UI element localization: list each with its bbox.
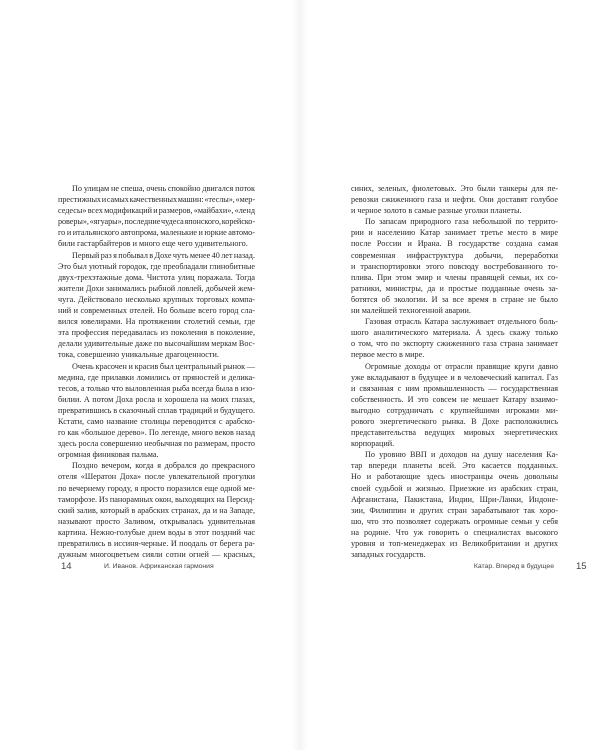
text-line: жители Дохи занимались рыбной ловлей, добычей жем- bbox=[58, 283, 255, 293]
running-head-left: И. Иванов. Африканская гармония bbox=[104, 563, 214, 570]
text-line: Поздно вечером, когда я добрался до прекрасного bbox=[72, 461, 255, 471]
paragraph bbox=[58, 361, 255, 461]
text-line: огромная финиковая пальма. bbox=[58, 450, 159, 460]
text-line: шого аналитического материала. А здесь скажу только bbox=[351, 328, 558, 338]
text-line: эта профессия передавалась из поколения в поколение, bbox=[58, 328, 255, 338]
text-line: Но и работающие здесь иностранцы очень довольны bbox=[351, 472, 558, 482]
paragraph bbox=[58, 183, 255, 250]
text-line: Очень красочен и красив был центральный рынок — bbox=[72, 361, 255, 371]
text-line: ботятся об экологии. И за все время в стране не было bbox=[351, 294, 558, 304]
text-line: плива. При этом эмир и члены правящей семьи, их со- bbox=[351, 272, 558, 282]
text-line: превратились в иссиня-черные. И поодаль от берега ра- bbox=[58, 539, 255, 548]
text-line: седесы» всех модификаций и размеров, «майбахи», «ленд bbox=[58, 206, 255, 216]
paragraph bbox=[351, 361, 558, 450]
text-line: называют просто Заливом, открывалась удивительная bbox=[58, 516, 255, 526]
text-line: делали удивительные даже по высочайшим меркам Вос- bbox=[58, 339, 255, 349]
text-line: тесов, а только что выловленная рыба всегда была в изо- bbox=[58, 383, 255, 393]
text-line: го и итальянского автопрома, маленькие и юркие автомо- bbox=[58, 228, 255, 238]
page-number-left: 14 bbox=[61, 561, 72, 572]
text-line: зии, Филиппин и других стран зарабатывают так хоро- bbox=[351, 505, 558, 515]
paragraph bbox=[58, 250, 255, 361]
text-line: таморфозе. Из панорамных окон, выходящих на Персид- bbox=[58, 494, 255, 504]
text-line: Афганистана, Пакистана, Индии, Шри-Ланки, Индоне- bbox=[351, 494, 558, 504]
paragraph bbox=[351, 316, 558, 360]
text-line: рового энергетического рынка. В Дохе расположились bbox=[351, 416, 558, 426]
text-line: Огромные доходы от отрасли правящие круги давно bbox=[365, 361, 558, 371]
text-line: медина, где прилавки ломились от пряностей и делика- bbox=[58, 372, 255, 382]
text-line: ратники, министры, да и простые подданные очень за- bbox=[351, 283, 558, 293]
paragraph bbox=[351, 216, 558, 316]
text-line: корпораций. bbox=[351, 439, 395, 449]
text-line: вился ювелирами. На протяжении столетий семьи, где bbox=[58, 317, 255, 327]
text-line: по вечернему городу, я просто поразился еще одной ме- bbox=[58, 483, 255, 493]
text-line: рии и населению Катар занимает третье место в мире bbox=[351, 228, 558, 238]
paragraph bbox=[58, 460, 255, 560]
text-line: шо, что это позволяет содержать огромные семьи у себя bbox=[351, 516, 558, 526]
text-line: дужным многоцветьем сияли сотни огней — красных, bbox=[58, 550, 255, 560]
page-number-right: 15 bbox=[576, 561, 587, 572]
text-line: и транспортировки этого повсюду востребованного то- bbox=[351, 261, 558, 271]
text-line: Кстати, само название столицы переводится с арабско- bbox=[58, 416, 255, 426]
left-page-body-text bbox=[58, 183, 255, 560]
text-line: двух-трехэтажные дома. Чистота улиц поражала. Тогда bbox=[58, 272, 255, 282]
text-line: ний и современных отелей. Но больше всего город сла- bbox=[58, 306, 255, 316]
text-line: картина. Нежно-голубые днем воды в этот поздний час bbox=[58, 527, 255, 537]
text-line: Газовая отрасль Катара заслуживает отдельного боль- bbox=[365, 317, 558, 327]
text-line: тока, совершенно уникальные драгоценности. bbox=[58, 350, 219, 360]
text-line: на родине. Что уж говорить о специалистах высокого bbox=[351, 527, 558, 537]
text-line: По уровню ВВП и доходов на душу населения Ка- bbox=[365, 450, 558, 460]
text-line: современная инфраструктура добычи, переработки bbox=[351, 250, 558, 260]
text-line: били гастарбайтеров и много еще чего удивительного. bbox=[58, 239, 248, 249]
text-line: чуга. Действовало несколько крупных торговых компа- bbox=[58, 294, 255, 304]
text-line: уже вкладывают в будущее и в человеческий капитал. Газ bbox=[351, 372, 558, 382]
text-line: представительства ведущих мировых энергетических bbox=[351, 428, 558, 438]
text-line: первое место в мире. bbox=[351, 350, 425, 360]
text-line: ский залив, который в арабских странах, да и на Западе, bbox=[58, 505, 255, 515]
paragraph bbox=[351, 449, 558, 560]
text-line: здесь росла совершенно необычная по размерам, просто bbox=[58, 439, 255, 449]
text-line: после России и Ирана. В государстве создана самая bbox=[351, 239, 558, 249]
text-line: о том, что по экспорту сжиженного газа страна занимает bbox=[351, 339, 558, 349]
text-line: ни малейшей техногенной аварии. bbox=[351, 306, 471, 316]
text-line: и черное золото в самые разные уголки планеты. bbox=[351, 206, 522, 216]
text-line: своей судьбой и жизнью. Приезжие из арабских стран, bbox=[351, 483, 558, 493]
right-page-body-text bbox=[351, 183, 558, 560]
book-gutter bbox=[292, 0, 308, 750]
text-line: го как «большое дерево». По легенде, много веков назад bbox=[58, 428, 255, 438]
text-line: и связанная с ним промышленность — государственная bbox=[351, 383, 558, 393]
text-line: роверы», «ягуары», последние чудеса японского, корейско- bbox=[58, 217, 255, 227]
text-line: отеля «Шератон Доха» после увлекательной прогулки bbox=[58, 472, 255, 482]
text-line: Первый раз я побывал в Дохе чуть менее 40 лет назад. bbox=[72, 250, 255, 260]
text-line: билии. А потом Доха росла и хорошела на моих глазах, bbox=[58, 394, 255, 404]
text-line: престижных и самых качественных машин: «теслы», «мер- bbox=[58, 195, 255, 205]
running-head-right: Катар. Вперед в будущее bbox=[473, 563, 554, 570]
text-line: синих, зеленых, фиолетовых. Это были танкеры для пе- bbox=[351, 184, 558, 193]
text-line: западных государств. bbox=[351, 550, 426, 560]
text-line: превратившись в сказочный сплав традиций и будущего. bbox=[58, 405, 255, 415]
text-line: уровня и топ-менеджерах из Великобритании и других bbox=[351, 539, 558, 548]
text-line: Это был уютный городок, где преобладали глинобитные bbox=[58, 261, 255, 271]
text-line: собственность. И это совсем не мешает Катару взаимо- bbox=[351, 394, 558, 404]
text-line: тар впереди планеты всей. Это касается подданных. bbox=[351, 461, 558, 471]
text-line: По улицам не спеша, очень спокойно двигался поток bbox=[72, 184, 255, 193]
text-line: По запасам природного газа небольшой по террито- bbox=[365, 217, 558, 227]
text-line: выгодно сотрудничать с крупнейшими игроками ми- bbox=[351, 405, 558, 415]
text-line: ревозки сжиженного газа и нефти. Они доставят голубое bbox=[351, 195, 558, 205]
paragraph bbox=[351, 183, 558, 216]
